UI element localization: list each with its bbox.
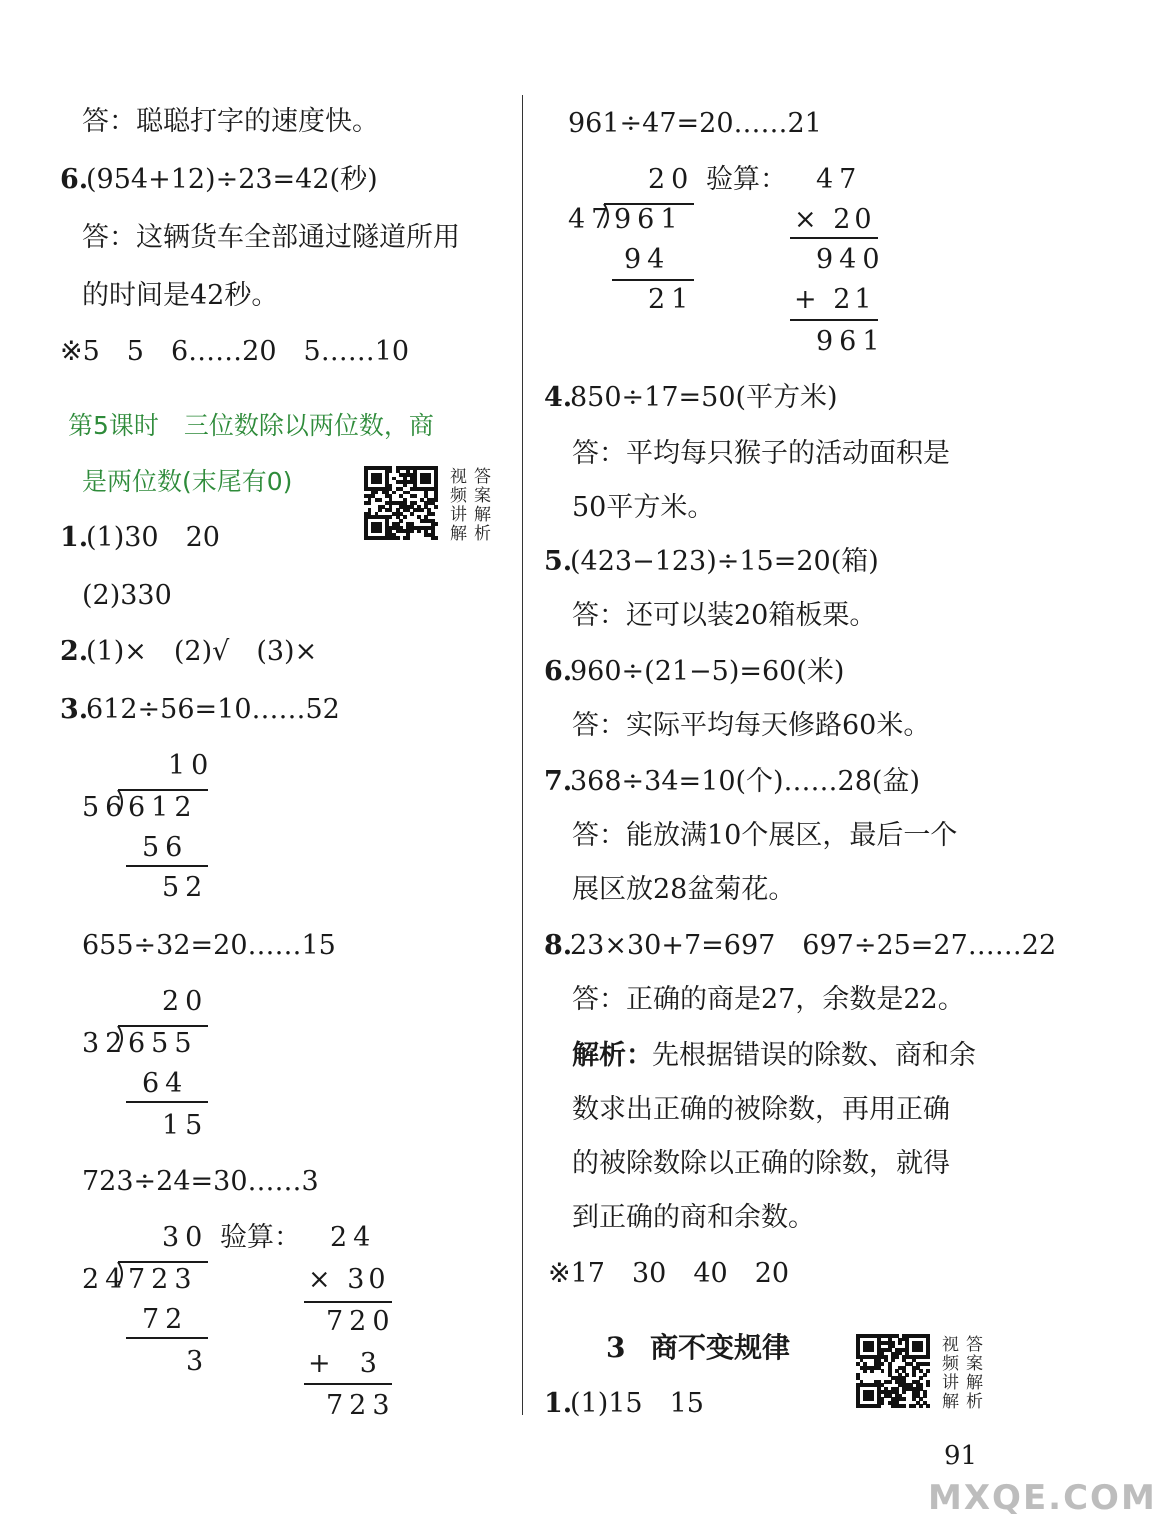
question-number: 6. — [544, 656, 573, 687]
qr-module — [392, 491, 396, 495]
remainder: 3 — [186, 1346, 210, 1377]
qr-module — [870, 1397, 874, 1401]
qr-module — [912, 1373, 916, 1377]
dividend: 612 — [128, 792, 198, 823]
answer-line: 的时间是42秒。 — [82, 280, 279, 311]
check-multiplier: × 20 — [794, 204, 876, 235]
qr-module — [877, 1404, 881, 1408]
long-division — [568, 164, 888, 364]
remainder: 15 — [162, 1110, 209, 1141]
check-addend: + 21 — [794, 284, 876, 315]
divisor: 47 — [568, 204, 615, 235]
analysis-label: 解析： — [572, 1040, 653, 1071]
analysis-text: 到正确的商和余数。 — [572, 1202, 815, 1233]
qr-module — [410, 529, 414, 533]
quotient: 10 — [168, 750, 215, 781]
qr-module — [389, 515, 393, 519]
qr-module — [923, 1373, 927, 1377]
answer-line: 答：正确的商是27，余数是22。 — [572, 984, 965, 1015]
qr-module — [413, 494, 417, 498]
qr-module — [919, 1376, 923, 1380]
qr-module — [902, 1397, 906, 1401]
qr-module — [905, 1373, 909, 1377]
question-number: 8. — [544, 930, 573, 961]
answer-line: 答：实际平均每天修路60米。 — [572, 710, 931, 741]
subtrahend: 72 — [142, 1304, 189, 1335]
qr-module — [870, 1348, 874, 1352]
subtrahend: 94 — [624, 244, 671, 275]
long-division — [82, 1222, 402, 1422]
long-division — [82, 986, 212, 1146]
qr-module — [926, 1383, 930, 1387]
equation: 612÷56=10……52 — [86, 694, 340, 725]
qr-module — [420, 508, 424, 512]
qr-module — [368, 501, 372, 505]
check-result: 723 — [326, 1390, 396, 1421]
lesson-title-cont: 是两位数(末尾有0) — [82, 467, 293, 496]
qr-module — [434, 536, 438, 540]
question-number: 3. — [60, 694, 89, 725]
question-number: 4. — [544, 382, 573, 413]
equation: (423−123)÷15=20(箱) — [570, 546, 879, 577]
long-division — [82, 750, 215, 910]
dividend: 655 — [128, 1028, 198, 1059]
question-number: 7. — [544, 766, 573, 797]
star-answers: ※5 5 6……20 5……10 — [60, 336, 410, 367]
quotient: 30 — [162, 1222, 209, 1253]
analysis-text: 先根据错误的除数、商和余 — [652, 1040, 976, 1071]
analysis-text: 的被除数除以正确的除数，就得 — [572, 1148, 950, 1179]
equation: 368÷34=10(个)……28(盆) — [570, 766, 920, 797]
qr-module — [895, 1355, 899, 1359]
quotient: 20 — [648, 164, 695, 195]
equation: 850÷17=50(平方米) — [570, 382, 838, 413]
qr-code[interactable] — [364, 466, 438, 540]
qr-module — [403, 515, 407, 519]
qr-module — [923, 1394, 927, 1398]
lesson-title: 第5课时 三位数除以两位数，商 — [68, 411, 434, 440]
equation: 655÷32=20……15 — [82, 930, 336, 961]
page-number: 91 — [944, 1441, 978, 1471]
qr-module — [431, 512, 435, 516]
question-number: 5. — [544, 546, 573, 577]
qr-caption-line: 答案解析 — [474, 467, 495, 544]
answer-line: 展区放28盆菊花。 — [572, 874, 796, 905]
qr-module — [399, 519, 403, 523]
qr-module — [434, 522, 438, 526]
qr-module — [898, 1341, 902, 1345]
qr-module — [902, 1390, 906, 1394]
qr-module — [417, 529, 421, 533]
qr-module — [881, 1401, 885, 1405]
section-title: 商不变规律 — [650, 1331, 791, 1364]
answer-text: (2)330 — [82, 580, 172, 611]
answer-line: 答：聪聪打字的速度快。 — [82, 106, 379, 137]
dividend: 961 — [614, 204, 684, 235]
qr-module — [378, 480, 382, 484]
quotient: 20 — [162, 986, 209, 1017]
qr-module — [919, 1404, 923, 1408]
column-divider — [522, 95, 523, 1415]
subtrahend: 56 — [142, 832, 189, 863]
qr-module — [881, 1369, 885, 1373]
check-result: 961 — [816, 326, 886, 357]
qr-module — [912, 1404, 916, 1408]
answer-line: 50平方米。 — [572, 492, 715, 523]
equation: 960÷(21−5)=60(米) — [570, 656, 845, 687]
equation: (954+12)÷23=42(秒) — [86, 164, 378, 195]
answer-line: 答：能放满10个展区，最后一个 — [572, 820, 958, 851]
qr-module — [919, 1348, 923, 1352]
question-number: 6. — [60, 164, 89, 195]
qr-caption-line: 视频讲解 — [942, 1335, 963, 1412]
check-label: 验算： — [706, 164, 787, 195]
answer-line: 答：还可以装20箱板栗。 — [572, 600, 877, 631]
divisor: 56 — [82, 792, 129, 823]
divisor: 24 — [82, 1264, 129, 1295]
answer-text: (1)30 20 — [86, 522, 220, 553]
equation: 961÷47=20……21 — [568, 108, 822, 139]
qr-module — [888, 1380, 892, 1384]
remainder: 52 — [162, 872, 209, 903]
check-multiplicand: 24 — [330, 1222, 377, 1253]
qr-module — [891, 1359, 895, 1363]
qr-module — [410, 512, 414, 516]
answer-line: 答：平均每只猴子的活动面积是 — [572, 438, 950, 469]
qr-module — [926, 1362, 930, 1366]
subtrahend: 64 — [142, 1068, 189, 1099]
watermark: MXQE.COM — [928, 1478, 1157, 1518]
qr-module — [378, 508, 382, 512]
question-number: 2. — [60, 636, 89, 667]
qr-module — [902, 1404, 906, 1408]
qr-caption-line: 视频讲解 — [450, 467, 471, 544]
qr-caption-line: 答案解析 — [966, 1335, 987, 1412]
qr-module — [389, 470, 393, 474]
question-number: 1. — [544, 1388, 573, 1419]
section-number: 3 — [606, 1331, 626, 1364]
qr-module — [396, 536, 400, 540]
qr-module — [378, 529, 382, 533]
divisor: 32 — [82, 1028, 129, 1059]
answer-text: (1)× (2)√ (3)× — [86, 636, 318, 667]
check-product: 720 — [326, 1306, 396, 1337]
qr-module — [403, 484, 407, 488]
answer-text: (1)15 15 — [570, 1388, 704, 1419]
check-label: 验算： — [220, 1222, 301, 1253]
qr-module — [375, 491, 379, 495]
check-multiplicand: 47 — [816, 164, 863, 195]
qr-module — [434, 498, 438, 502]
remainder: 21 — [648, 284, 695, 315]
qr-module — [378, 498, 382, 502]
check-addend: + 3 — [308, 1348, 381, 1379]
qr-module — [926, 1355, 930, 1359]
equation: 23×30+7=697 697÷25=27……22 — [570, 930, 1057, 961]
answer-line: 答：这辆货车全部通过隧道所用 — [82, 222, 460, 253]
equation: 723÷24=30……3 — [82, 1166, 319, 1197]
qr-module — [870, 1369, 874, 1373]
qr-module — [926, 1404, 930, 1408]
dividend: 723 — [128, 1264, 198, 1295]
qr-module — [406, 536, 410, 540]
qr-module — [427, 480, 431, 484]
star-answers: ※17 30 40 20 — [548, 1258, 790, 1289]
check-product: 940 — [816, 244, 886, 275]
analysis-text: 数求出正确的被除数，再用正确 — [572, 1094, 950, 1125]
check-multiplier: × 30 — [308, 1264, 390, 1295]
question-number: 1. — [60, 522, 89, 553]
qr-module — [881, 1362, 885, 1366]
qr-module — [434, 505, 438, 509]
qr-module — [926, 1369, 930, 1373]
qr-module — [863, 1369, 867, 1373]
qr-code[interactable] — [856, 1334, 930, 1408]
